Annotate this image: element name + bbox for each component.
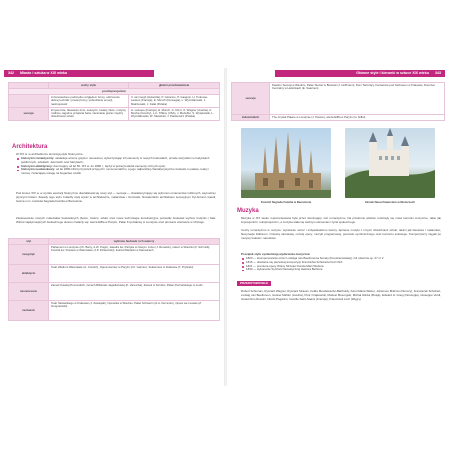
list-item: 1830 — wykonanie Symfonii fantastycznej Hektora Berlioza	[241, 268, 441, 272]
list-item: 1821 — premiera opery Wolny Strzelec Karola Marii Webera	[241, 265, 441, 269]
music-events-list	[241, 257, 441, 272]
table-row	[9, 301, 220, 321]
row-label: secesja	[232, 83, 270, 115]
row-label: industrializm	[232, 115, 270, 121]
section-header: postimpresjonizm	[9, 89, 220, 95]
cell-text: Parlament w Londynie (Ch. Barry, A.W. Pugin), katedra św. Patryka w Nowym Jorku (J. Renwick), ratusz w Wiedniu (F. Schmidt), Kościół św. Floriana w Warszawie (J.P. Dziekoński), kościół Mariacki w Katowicach	[49, 245, 220, 265]
cell-features: krzywe linie, falowanie form, estetyzm, kwiaty, liście, motywy roślinne, łagodne przejścia barw, zacieranie granic między dziedzinami sztuki	[49, 107, 129, 120]
body-paragraph: Pod koniec XIX w. w wyniku ewolucji historyzmu ukształtował się nowy styl — secesja — charakteryzujący się wyborem ornamentów roślinnych, asymetrią i płynnymi liniami. Zasady tego stylu znalazły swój wyraz w architekturze, malarstwie i rzemiośle. Nowatorskim architektem secesyjnym był Antonio Gaudi, twórca m.in. kościoła Sagrada Familia w Barcelonie.	[16, 191, 216, 203]
body-paragraph: Muzyka w XIX wieku reprezentowana była przez dominujący nurt romantyzmu. Na przełomie wieków rozwinęły się nowe kierunki muzyczne, takie jak impresjonizm i ekspresjonizm, a muzyka stała się ważnym elementem życia społecznego.	[241, 216, 441, 224]
col-header: styl	[9, 239, 49, 245]
list-item: 1815 — ukazanie się pierwszej kompozycji Franciszka Schuberta Król Olch	[241, 261, 441, 265]
right-page-header	[275, 70, 445, 77]
cell-text: Teatr Słowackiego w Krakowie (J. Zawiejski), Operetka w Wiedniu, Pałac Schwerin (G.A. Demmler), Opera we Lwowie (Z. Gorgolewski)	[49, 301, 220, 321]
cell-text: Zamek Książąt Pomorskich, Gmach Biblioteki Jagiellońskiej (K. Zaremba), Zamek w Kórniku, Pałac Poznańskiego w Łodzi	[49, 283, 220, 301]
row-label: secesja	[9, 107, 49, 120]
list-item: 1803 — skomponowanie przez Ludwiga van Beethovena Sonaty (Kreutzerowskiej) i 14 utworów op. 27 nr 2	[241, 257, 441, 261]
cell-text: The Crystal Palace w Londynie (J. Paxton), wieża Eiffla w Paryżu (G. Eiffel)	[270, 115, 445, 121]
church-icon	[241, 128, 331, 198]
left-page	[2, 68, 224, 386]
row-label: neogotyk	[9, 245, 49, 265]
styles-table-2	[8, 238, 220, 321]
table-row	[9, 265, 220, 283]
header-title: Miasto i sztuka w XIX wieku	[20, 71, 68, 75]
row-label: neorenesans	[9, 283, 49, 301]
list-item: historyzm eklektyczny: dominujący od lat 50. XIX w. do 1890 r., łączył w jednej budowli elementy różnych epok;	[16, 165, 216, 169]
col-header: główni przedstawiciele	[129, 83, 220, 89]
table-row	[232, 115, 445, 121]
cell-artists: V. van Gogh (Holandia), P. Cézanne, P. Gauguin, H. Toulouse-Lautrec (Francja), E. Munch (Norwegia), L. Wyczółkowski, J. Malczewski, J. Fałat (Polska)	[129, 95, 220, 108]
table-row	[9, 95, 220, 108]
sagrada-familia-photo	[241, 128, 331, 198]
table-row	[232, 83, 445, 115]
book-spread	[0, 68, 450, 386]
col-header: wybrane budowle i ich autorzy	[49, 239, 220, 245]
intro-text: W XIX w. w architekturze dominują style historyczne:	[16, 152, 84, 156]
header-title: Główne style i kierunki w sztuce XIX wieku	[356, 71, 429, 75]
page-number: 342	[8, 71, 14, 75]
row-label: neobarok	[9, 301, 49, 321]
cell-text: Teatr Wielki w Warszawie (A. Corazzi), Opera Garnier w Paryżu (Ch. Garnier), Sukiennice w Krakowie (T. Prylinski)	[49, 265, 220, 283]
cell-artists: H. Lefuque (Francja), E. Munch, G. Klimt, O. Wagner (Austria), A. Mucha (Czechy), L.C. Tiffany (USA), J. Mehoffer, S. Wyspiański, L. Wyczółkowski, W. Ślewiński, J. Pankiewicz (Polska)	[129, 107, 220, 120]
castle-icon	[345, 128, 435, 198]
table-row	[9, 245, 220, 265]
row-label: eklektyzm	[9, 265, 49, 283]
left-page-header	[4, 70, 154, 77]
styles-table-3	[231, 82, 445, 121]
architecture-list	[16, 157, 216, 176]
section-title: Muzyka	[237, 208, 259, 214]
body-paragraph: Robert Schuman, Ryszard Wagner, Ryszard Strauss, Feliks Mendelssohn-Bartholdy, Karol Maria Weber, Johannes Brahms (Niemcy), Franciszek Schubert, Ludwig van Beethoven, Gustav Mahler (Austria), Piotr Czajkowski, Modest Musorgski, Michał Glinka (Rosja), Edward H. Grieg (Norwegia), Giuseppe Verdi, Gioacchino Rossini, Nicolò Paganini, Camille Saint-Saëns (Francja), Franciszek Liszt (Węgry)	[241, 289, 441, 301]
body-paragraph: Cechy romantyzmu w muzyce: wyrażanie uczuć i indywidualizmu twórcy, łączenie muzyki z innymi dziedzinami sztuki, takimi jak literatura i malarstwo, fascynacja folklorem i historią narodową, rozwój opery, muzyki programowej, poematu symfonicznego oraz koncertu solowego. Kompozytorzy sięgali po motywy ludowe i narodowe.	[241, 228, 441, 240]
styles-table-1	[8, 82, 220, 121]
cell-features: zrównoważone podrzędne względem formy, odrzucenie dobrej techniki i prostej formy, pobudzenie emocji, nastrojowość	[49, 95, 129, 108]
table-row	[9, 283, 220, 301]
right-page	[227, 68, 449, 386]
photo-caption: Kościół Sagrada Familia w Barcelonie	[260, 200, 312, 204]
section-title: Architektura	[12, 144, 48, 150]
photo-caption: Zamek Neuschwanstein w Niemczech	[364, 200, 416, 204]
representatives-tag: PRZEDSTAWICIELE	[237, 281, 271, 286]
cell-text: Pawilon Secesji w Wiedniu, Pałac Stoclet w Brukseli (J. Hoffmann), Dom Tańczący, Kamienica pod Globusem w Krakowie, Dworzec Centralny w Helsinkach (E. Saarinen)	[270, 83, 445, 115]
col-header: cechy stylu	[49, 83, 129, 89]
list-item: historyzm romantyczny: naśladuje wzorce gotyku i renesansu, wykorzystując ich elementy w nowych budowlach, przede wszystkim w budynkach publicznych, szkołach, dworcach oraz fabrykach;	[16, 157, 216, 165]
table-row	[9, 107, 220, 120]
list-item: historyzm neobarokowy: od lat 1890-1914 przywrócił przepych i monumentalizm, a jego najbardziej charakterystyczne budowle to pałace, teatry i muzea, zwracające uwagę na bogactwo ozdób.	[16, 168, 216, 176]
body-paragraph: Zastosowanie nowych materiałów budowlanych (beton, żelazo, szkło) oraz nowe technologie konstrukcyjne pozwoliły budować wyższe budynki i hale. Wśród najsłynniejszych budowli tego okresu znalazły się: wieża Eiffla w Paryżu, Pałac Kryształowy w Londynie oraz pierwsze wieżowce w Chicago.	[16, 216, 216, 224]
intro-text: Początek stylu symbolizują wydarzenia muzyczne:	[241, 252, 311, 256]
neuschwanstein-photo	[345, 128, 435, 198]
page-number: 343	[435, 71, 441, 75]
